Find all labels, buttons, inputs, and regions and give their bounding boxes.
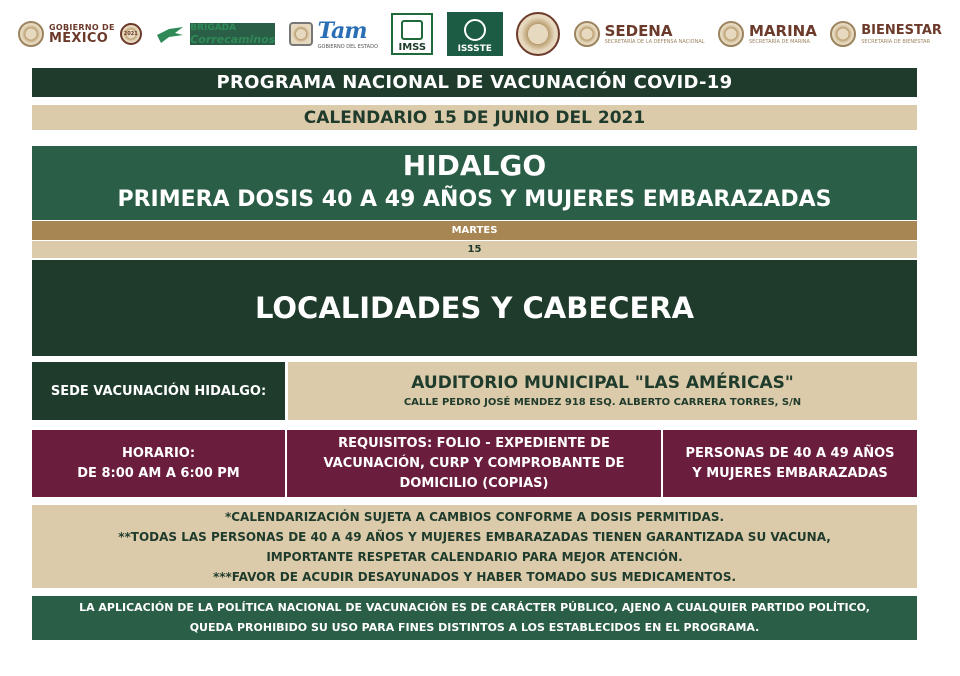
program-title: PROGRAMA NACIONAL DE VACUNACIÓN COVID-19 (32, 68, 917, 97)
legal-line-2: QUEDA PROHIBIDO SU USO PARA FINES DISTINTOS A LOS ESTABLECIDOS EN EL PROGRAMA. (189, 621, 760, 634)
note-line-2: **TODAS LAS PERSONAS DE 40 A 49 AÑOS Y MUJERES EMBARAZADAS TIENEN GARANTIZADA SU VACUNA, (118, 529, 831, 544)
schedule-label: HORARIO: (121, 445, 196, 461)
imss-eagle-icon (401, 20, 423, 40)
note-line-4: ***FAVOR DE ACUDIR DESAYUNADOS Y HABER TOMADO SUS MEDICAMENTOS. (212, 569, 737, 584)
national-seal-icon (18, 21, 44, 47)
schedule-cell (32, 430, 285, 497)
marina-seal-icon (718, 21, 744, 47)
legal-disclaimer (32, 596, 917, 640)
sedena-logo (574, 10, 705, 58)
tam-wordmark: Tam (317, 18, 367, 44)
gobierno-mexico-logo (18, 10, 142, 58)
guardia-seal-logo (516, 10, 560, 58)
schedule-hours: DE 8:00 AM A 6:00 PM (77, 465, 240, 481)
requirements-line3: DOMICILIO (COPIAS) (399, 475, 549, 491)
venue-label: SEDE VACUNACIÓN HIDALGO: (32, 362, 285, 420)
imss-logo (391, 13, 433, 55)
info-row (32, 430, 917, 497)
eagle-seal-icon (516, 12, 560, 56)
sedena-seal-icon (574, 21, 600, 47)
marina-subtitle: SECRETARÍA DE MARINA (748, 39, 810, 45)
venue-row (32, 362, 917, 420)
target-line2: Y MUJERES EMBARAZADAS (692, 465, 888, 481)
note-line-1: *CALENDARIZACIÓN SUJETA A CAMBIOS CONFORME A DOSIS PERMITIDAS. (224, 509, 725, 524)
venue-name: AUDITORIO MUNICIPAL "LAS AMÉRICAS" (411, 373, 794, 393)
venue-details (288, 362, 917, 420)
brigada-line2: Correcaminos (190, 33, 276, 46)
brigada-line1: BRIGADA (190, 23, 237, 33)
imss-text: IMSS (398, 42, 427, 53)
issste-emblem-icon (464, 19, 486, 41)
dose-description: PRIMERA DOSIS 40 A 49 AÑOS Y MUJERES EMBARAZADAS (117, 187, 832, 212)
issste-logo (447, 12, 503, 56)
brigada-correcaminos-logo (155, 10, 275, 58)
localities-heading: LOCALIDADES Y CABECERA (32, 260, 917, 356)
logo-bar (18, 10, 942, 58)
gobierno-line2: MÉXICO (49, 30, 109, 46)
correcaminos-bird-icon (155, 23, 185, 45)
requirements-line2: VACUNACIÓN, CURP Y COMPROBANTE DE (323, 455, 625, 471)
bienestar-text: BIENESTAR (861, 23, 942, 38)
tamaulipas-logo (289, 10, 378, 58)
marina-text: MARINA (748, 22, 817, 40)
state-header (32, 146, 917, 220)
sedena-subtitle: SECRETARÍA DE LA DEFENSA NACIONAL (604, 39, 705, 45)
gobierno-line1: GOBIERNO DE (49, 22, 115, 32)
marina-logo (718, 10, 817, 58)
venue-address: CALLE PEDRO JOSÉ MENDEZ 918 ESQ. ALBERTO CARRERA TORRES, S/N (403, 397, 802, 408)
target-line1: PERSONAS DE 40 A 49 AÑOS (685, 445, 895, 461)
bienestar-logo (830, 10, 942, 58)
calendar-date-title: CALENDARIO 15 DE JUNIO DEL 2021 (32, 105, 917, 130)
tam-subtitle: GOBIERNO DEL ESTADO (317, 44, 378, 50)
note-line-3: IMPORTANTE RESPETAR CALENDARIO PARA MEJOR ATENCIÓN. (266, 549, 683, 564)
legal-line-1: LA APLICACIÓN DE LA POLÍTICA NACIONAL DE VACUNACIÓN ES DE CARÁCTER PÚBLICO, AJENO A CUALQUIER PARTIDO POLÍTICO, (79, 601, 870, 614)
requirements-line1: REQUISITOS: FOLIO - EXPEDIENTE DE (338, 435, 610, 451)
sedena-text: SEDENA (604, 22, 673, 40)
issste-text: ISSSTE (457, 44, 492, 54)
notes-box (32, 505, 917, 588)
bienestar-seal-icon (830, 21, 856, 47)
bienestar-subtitle: SECRETARÍA DE BIENESTAR (861, 39, 931, 45)
target-population-cell (663, 430, 917, 497)
state-name: HIDALGO (402, 149, 547, 182)
requirements-cell (287, 430, 661, 497)
tamaulipas-shield-icon (289, 22, 313, 46)
day-number: 15 (32, 241, 917, 258)
year-badge-icon: 2021 (120, 23, 142, 45)
weekday-label: MARTES (32, 221, 917, 240)
